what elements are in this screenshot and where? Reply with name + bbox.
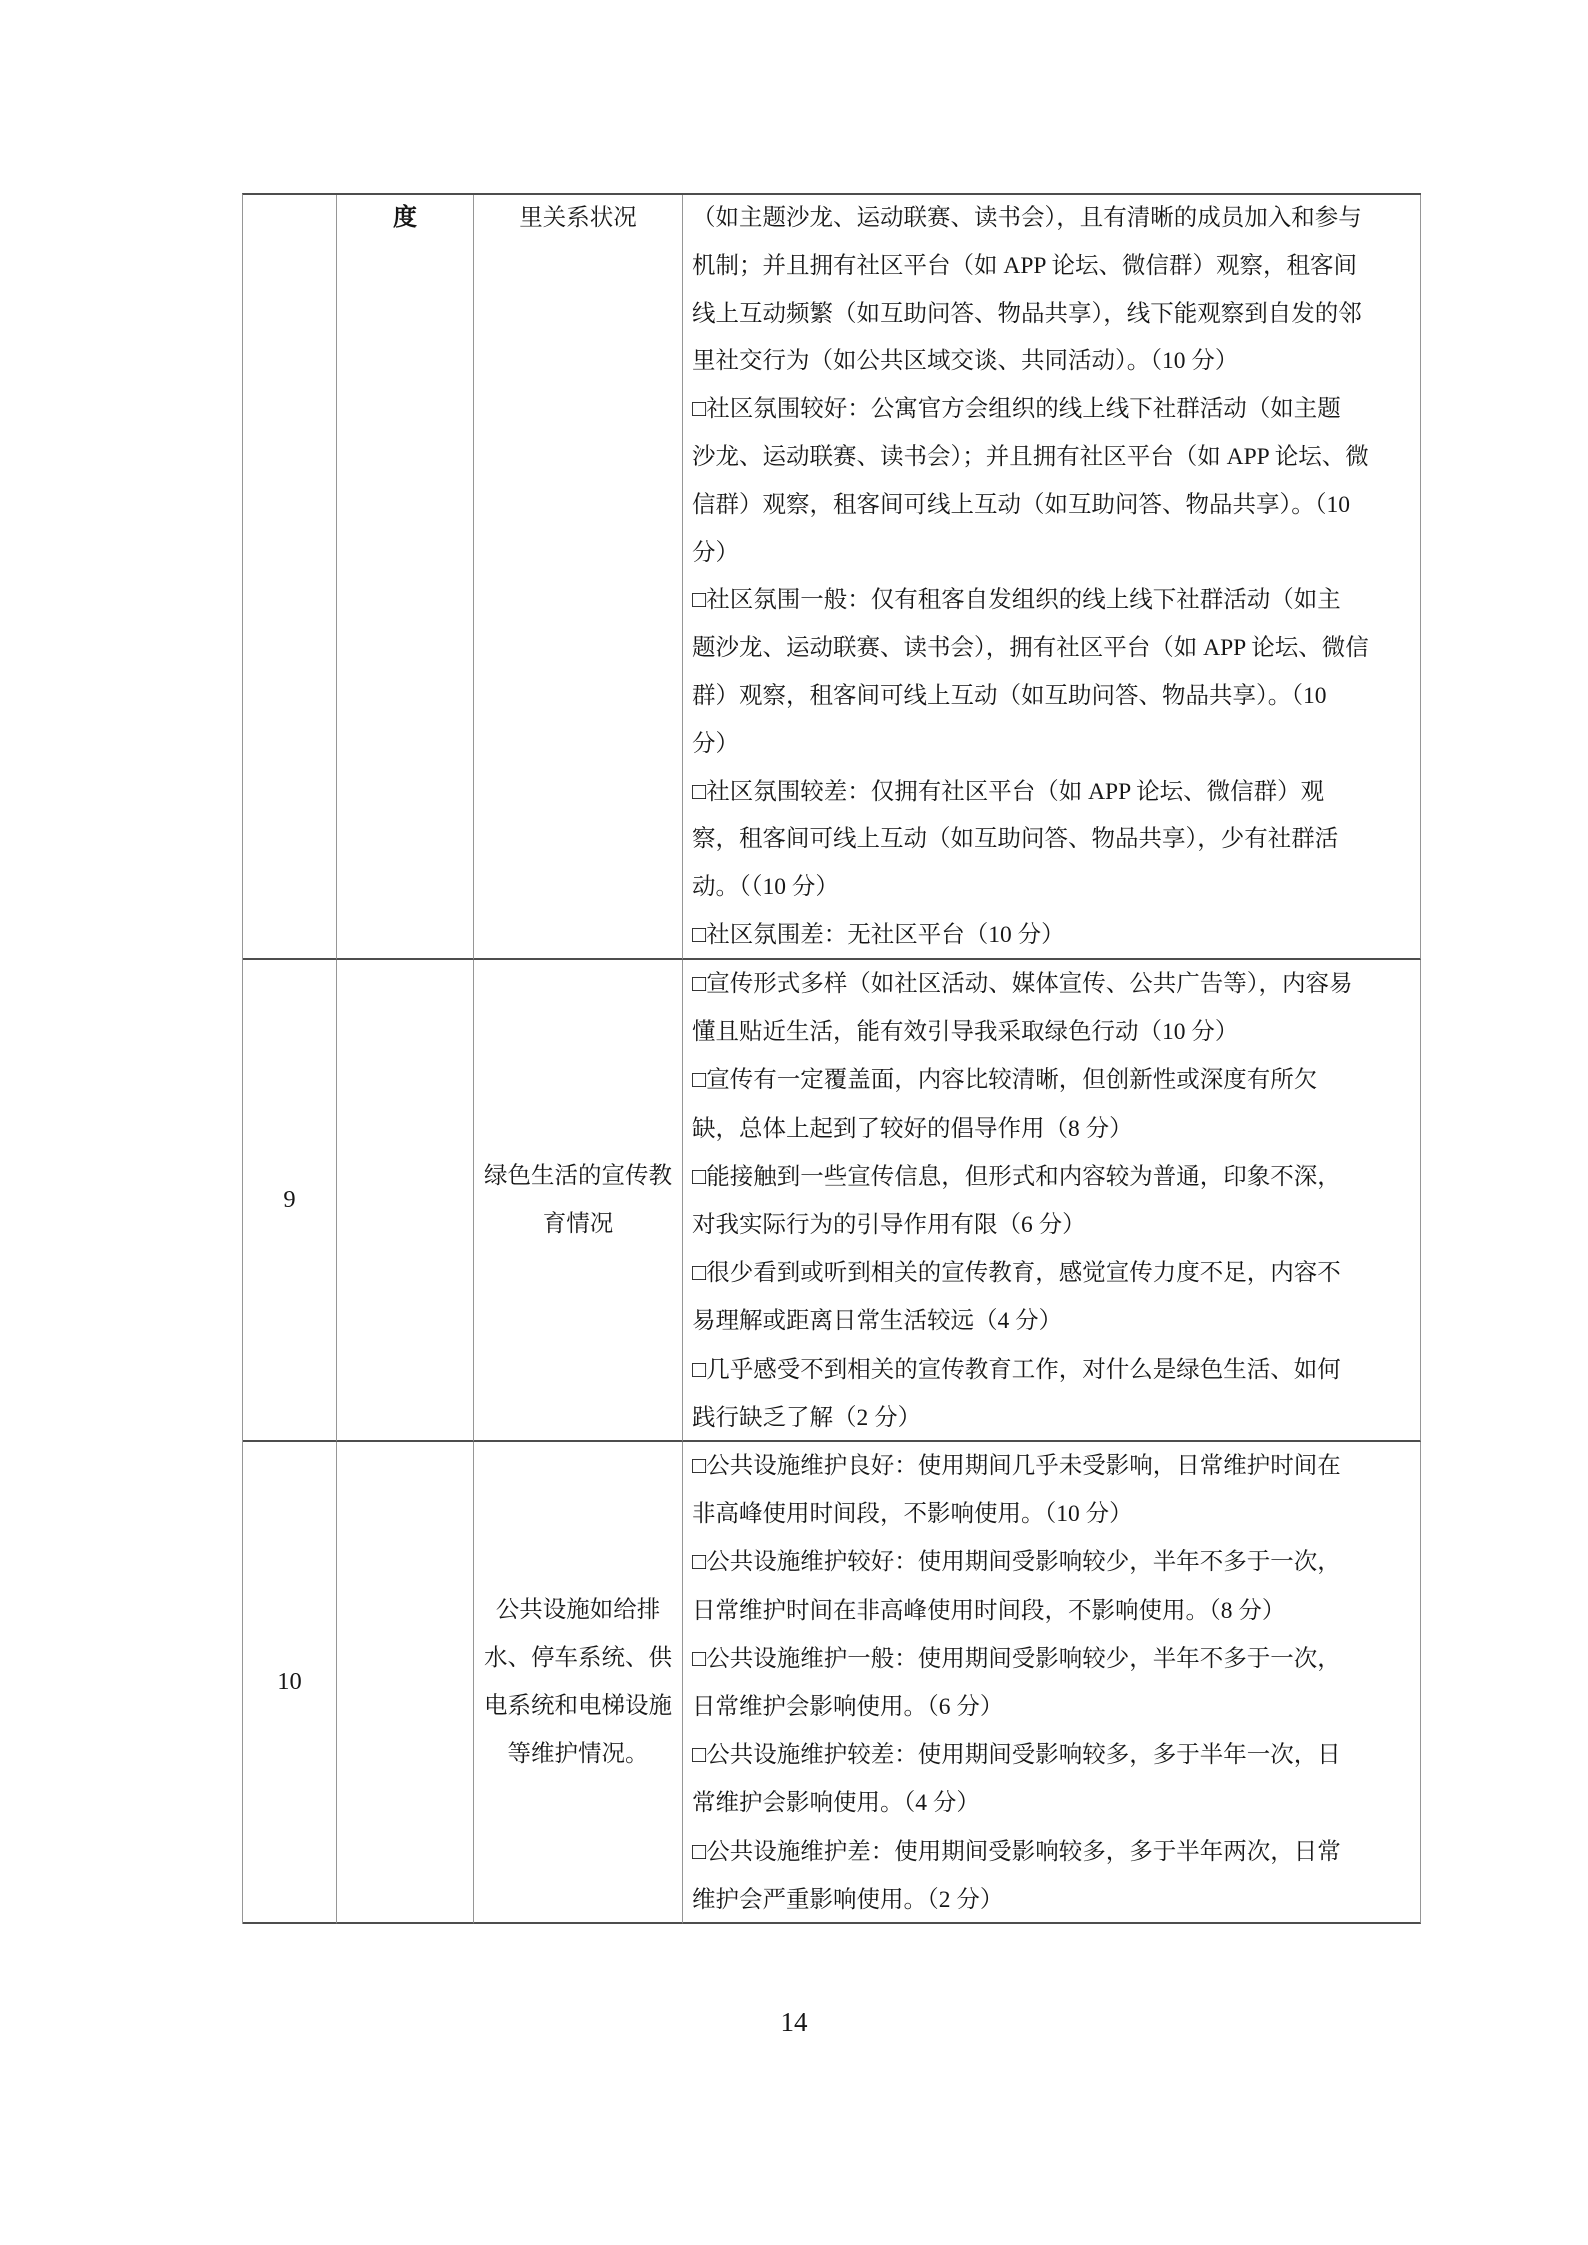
text-line: □公共设施维护较好：使用期间受影响较少，半年不多于一次， (692, 1549, 1341, 1576)
text-line: 维护会严重影响使用。（2 分） (692, 1886, 1004, 1913)
text-line: 分） (692, 730, 739, 757)
text-line: □宣传有一定覆盖面，内容比较清晰，但创新性或深度有所欠 (692, 1067, 1318, 1094)
row-number-cell (243, 960, 337, 1442)
text-line: □社区氛围较好：公寓官方会组织的线上线下社群活动（如主题 (692, 396, 1341, 423)
item-cell (474, 960, 683, 1442)
row-number: 10 (277, 1668, 302, 1695)
description-cell (683, 195, 1421, 960)
text-line: 沙龙、运动联赛、读书会）；并且拥有社区平台（如 APP 论坛、微 (692, 443, 1369, 470)
item-text-line: 水、停车系统、供 (484, 1644, 672, 1671)
item-text-line: 里关系状况 (519, 205, 637, 231)
text-line: 常维护会影响使用。（4 分） (692, 1790, 980, 1817)
row-number-cell (243, 195, 337, 960)
text-line: 懂且贴近生活，能有效引导我采取绿色行动（10 分） (692, 1019, 1239, 1046)
text-line: 群）观察，租客间可线上互动（如互助问答、物品共享）。（10 (692, 682, 1327, 709)
item-cell (474, 1442, 683, 1924)
text-line: □社区氛围一般：仅有租客自发组织的线上线下社群活动（如主 (692, 587, 1341, 614)
text-line: 对我实际行为的引导作用有限（6 分） (692, 1212, 1086, 1239)
text-line: 践行缺乏了解（2 分） (692, 1404, 922, 1431)
page-number: 14 (780, 2007, 808, 2037)
text-line: □公共设施维护良好：使用期间几乎未受影响，日常维护时间在 (692, 1453, 1341, 1479)
row-number-cell (243, 1442, 337, 1924)
text-line: 题沙龙、运动联赛、读书会），拥有社区平台（如 APP 论坛、微信 (692, 635, 1369, 662)
text-line: □能接触到一些宣传信息，但形式和内容较为普通，印象不深， (692, 1163, 1341, 1190)
text-line: 缺，总体上起到了较好的倡导作用（8 分） (692, 1115, 1133, 1142)
text-line: 线上互动频繁（如互助问答、物品共享），线下能观察到自发的邻 (692, 300, 1362, 327)
text-line: 信群）观察，租客间可线上互动（如互助问答、物品共享）。（10 (692, 491, 1350, 518)
text-line: □社区氛围较差：仅拥有社区平台（如 APP 论坛、微信群）观 (692, 778, 1325, 805)
text-line: 动。（（10 分） (692, 874, 839, 901)
item-text-line: 等维护情况。 (507, 1741, 649, 1768)
text-line: 分） (692, 539, 739, 566)
text-line: □宣传形式多样（如社区活动、媒体宣传、公共广告等），内容易 (692, 971, 1353, 997)
evaluation-table (242, 193, 1421, 1924)
text-line: 日常维护时间在非高峰使用时间段，不影响使用。（8 分） (692, 1597, 1286, 1624)
dimension-cell (337, 195, 474, 960)
text-line: （如主题沙龙、运动联赛、读书会），且有清晰的成员加入和参与 (692, 205, 1362, 231)
item-text-line: 电系统和电梯设施 (484, 1693, 672, 1719)
text-line: 察，租客间可线上互动（如互助问答、物品共享），少有社群活 (692, 826, 1339, 853)
text-line: 机制；并且拥有社区平台（如 APP 论坛、微信群）观察，租客间 (692, 252, 1357, 279)
item-text-line: 公共设施如给排 (495, 1596, 661, 1623)
item-text-line: 育情况 (542, 1211, 614, 1237)
description-cell (683, 960, 1421, 1442)
text-line: 易理解或距离日常生活较远（4 分） (692, 1308, 1063, 1335)
dimension-cell (337, 960, 474, 1442)
text-line: 非高峰使用时间段，不影响使用。（10 分） (692, 1501, 1133, 1528)
item-cell (474, 195, 683, 960)
text-line: □很少看到或听到相关的宣传教育，感觉宣传力度不足，内容不 (692, 1260, 1341, 1287)
text-line: 日常维护会影响使用。（6 分） (692, 1694, 1004, 1721)
text-line: □公共设施维护差：使用期间受影响较多，多于半年两次，日常 (692, 1838, 1341, 1865)
item-text-line: 绿色生活的宣传教 (484, 1162, 672, 1189)
text-line: □公共设施维护较差：使用期间受影响较多，多于半年一次，日 (692, 1742, 1341, 1769)
dimension-cell (337, 1442, 474, 1924)
text-line: □公共设施维护一般：使用期间受影响较少，半年不多于一次， (692, 1645, 1341, 1672)
text-line: 里社交行为（如公共区域交谈、共同活动）。（10 分） (692, 348, 1239, 375)
description-cell (683, 1442, 1421, 1924)
text-line: □社区氛围差：无社区平台（10 分） (692, 921, 1065, 948)
row-number: 9 (283, 1186, 296, 1213)
dimension-text: 度 (393, 205, 417, 231)
text-line: □几乎感受不到相关的宣传教育工作，对什么是绿色生活、如何 (692, 1356, 1341, 1383)
